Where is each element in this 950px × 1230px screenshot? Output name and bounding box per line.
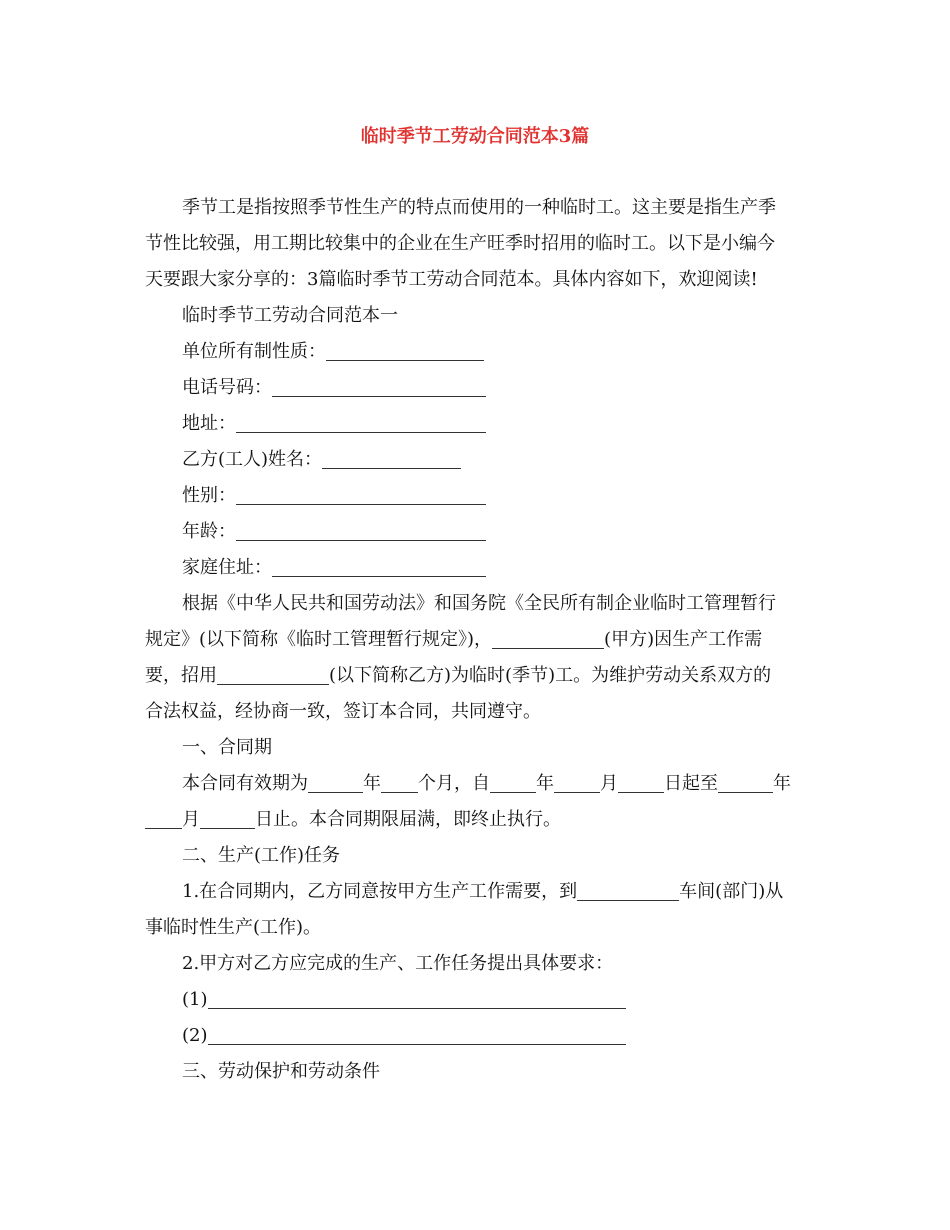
task-line-1: [145, 874, 810, 910]
task-item-2-label: (2): [182, 1025, 208, 1046]
basis-line-2: [145, 622, 810, 658]
start-day-label: 日起至: [664, 773, 718, 794]
term-line-2: [145, 802, 810, 838]
end-month-blank: [145, 806, 182, 829]
phone-blank: [272, 374, 486, 397]
task-item-2-blank: [208, 1022, 626, 1045]
term-line-1: [145, 766, 810, 802]
task-item-2: [145, 1018, 810, 1054]
end-day-label: 日止。本合同期限届满，即终止执行。: [255, 809, 561, 830]
start-day-blank: [618, 770, 664, 793]
worker-name-blank: [322, 446, 461, 469]
field-worker-name-label: 乙方(工人)姓名：: [182, 449, 323, 470]
basis-line-4: 合法权益，经协商一致，签订本合同，共同遵守。: [145, 701, 541, 722]
workshop-blank: [577, 878, 679, 901]
term-month-count-label: 个月，自: [418, 773, 490, 794]
start-year-blank: [490, 770, 536, 793]
task-heading: 二、生产(工作)任务: [182, 845, 341, 866]
task-item-1-label: (1): [182, 989, 208, 1010]
age-blank: [236, 518, 486, 541]
field-address: [145, 406, 810, 442]
intro-line-3: 天要跟大家分享的：3篇临时季节工劳动合同范本。具体内容如下，欢迎阅读!: [145, 269, 758, 290]
protection-heading: 三、劳动保护和劳动条件: [182, 1061, 380, 1082]
basis-line-3: [145, 658, 810, 694]
term-year-label: 年: [363, 773, 381, 794]
field-age: [145, 514, 810, 550]
task-item-1-blank: [208, 986, 626, 1009]
term-intro: 本合同有效期为: [182, 773, 308, 794]
field-gender-label: 性别：: [182, 485, 236, 506]
term-heading: 一、合同期: [182, 737, 272, 758]
section-title: 临时季节工劳动合同范本一: [182, 305, 398, 326]
basis-line-1: 根据《中华人民共和国劳动法》和国务院《全民所有制企业临时工管理暂行: [182, 593, 776, 614]
start-month-blank: [554, 770, 600, 793]
end-day-blank: [200, 806, 255, 829]
end-year-label: 年: [773, 773, 791, 794]
address-blank: [236, 410, 486, 433]
task-item-1: [145, 982, 810, 1018]
task-line-1-tail: 车间(部门)从: [679, 881, 784, 902]
party-a-blank: [492, 626, 604, 649]
basis-line-2-text: 规定》(以下简称《临时工管理暂行规定》)，: [145, 629, 493, 650]
term-months-blank: [381, 770, 418, 793]
field-phone-label: 电话号码：: [182, 377, 272, 398]
task-line-2: 事临时性生产(工作)。: [145, 917, 322, 938]
term-years-blank: [308, 770, 363, 793]
field-ownership-label: 单位所有制性质：: [182, 341, 326, 362]
start-year-label: 年: [536, 773, 554, 794]
field-age-label: 年龄：: [182, 521, 236, 542]
start-month-label: 月: [600, 773, 618, 794]
field-home-address-label: 家庭住址：: [182, 557, 272, 578]
end-year-blank: [718, 770, 773, 793]
ownership-blank: [326, 338, 484, 361]
field-address-label: 地址：: [182, 413, 236, 434]
field-worker-name: [145, 442, 810, 478]
field-gender: [145, 478, 810, 514]
document-title: 临时季节工劳动合同范本3篇: [360, 126, 590, 147]
party-b-blank: [217, 662, 329, 685]
intro-line-2: 节性比较强，用工期比较集中的企业在生产旺季时招用的临时工。以下是小编今: [145, 233, 775, 254]
basis-line-3-text: 要，招用: [145, 665, 217, 686]
task-line-1-text: 1.在合同期内，乙方同意按甲方生产工作需要，到: [182, 881, 578, 902]
basis-line-3-tail: (以下简称乙方)为临时(季节)工。为维护劳动关系双方的: [329, 665, 772, 686]
task-line-3: 2.甲方对乙方应完成的生产、工作任务提出具体要求：: [182, 953, 614, 974]
document-body: [145, 190, 810, 1090]
field-phone: [145, 370, 810, 406]
home-address-blank: [272, 554, 486, 577]
field-home-address: [145, 550, 810, 586]
field-ownership: [145, 334, 810, 370]
gender-blank: [236, 482, 486, 505]
end-month-label: 月: [182, 809, 200, 830]
basis-line-2-tail: (甲方)因生产工作需: [604, 629, 763, 650]
intro-line-1: 季节工是指按照季节性生产的特点而使用的一种临时工。这主要是指生产季: [182, 197, 776, 218]
